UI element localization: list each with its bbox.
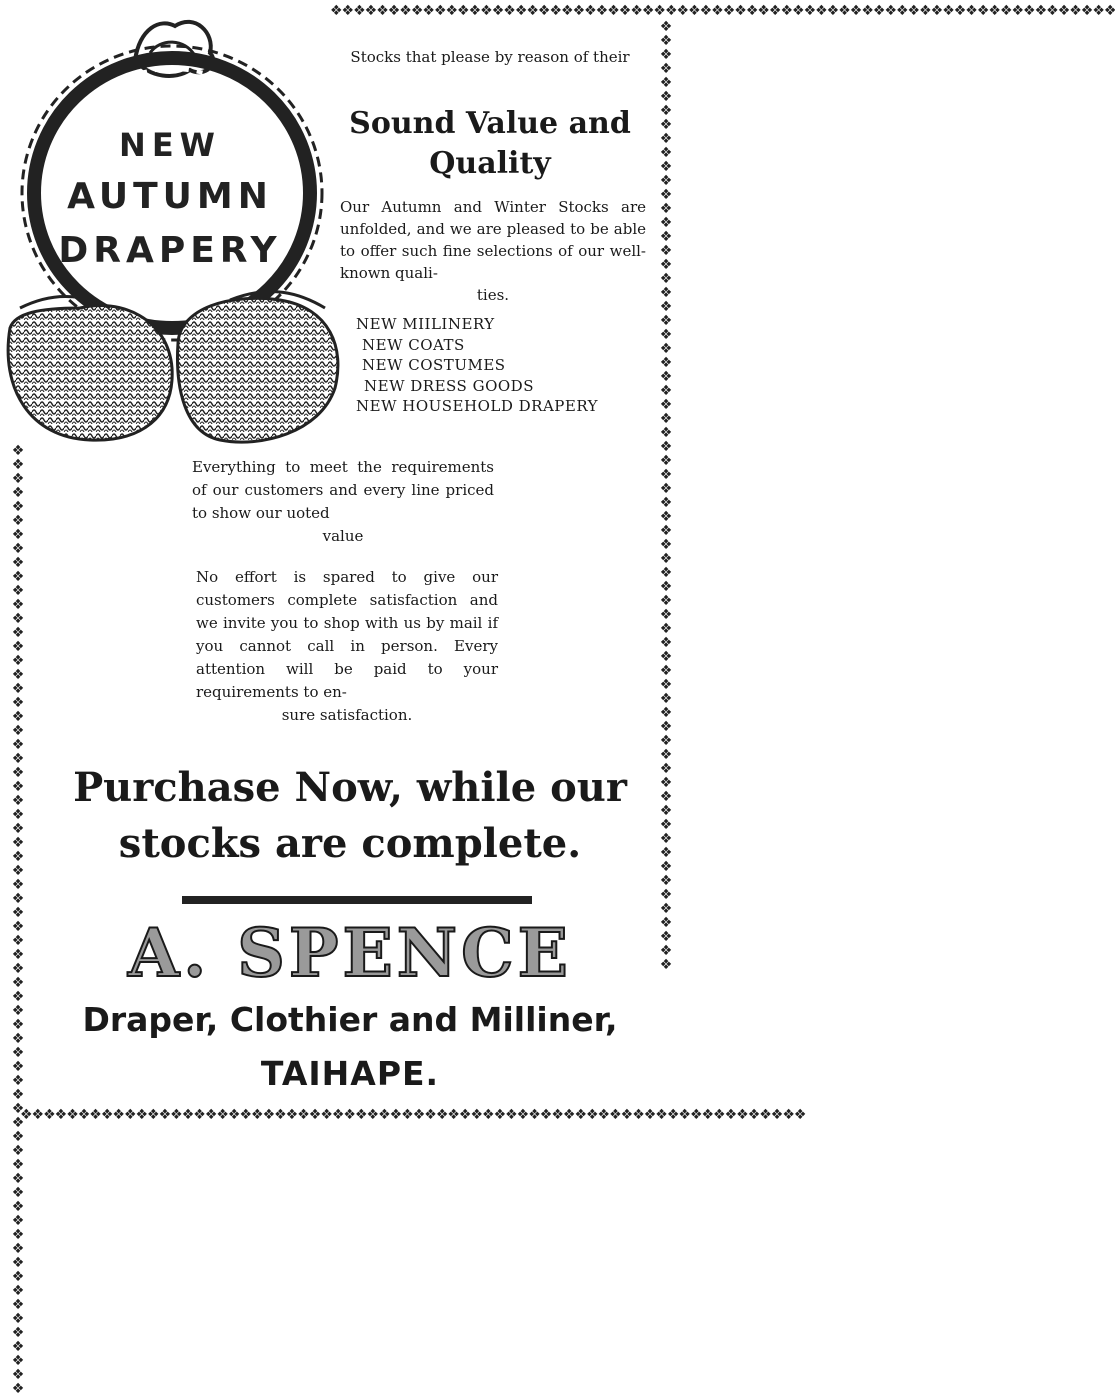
requirements-paragraph-last: value <box>322 527 364 545</box>
purchase-slogan <box>30 760 670 872</box>
headline-line1: Sound Value and <box>349 106 631 141</box>
top-border: ❖❖❖❖❖❖❖❖❖❖❖❖❖❖❖❖❖❖❖❖❖❖❖❖❖❖❖❖❖❖❖❖❖❖❖❖❖❖❖❖❖❖❖❖❖❖❖❖❖❖❖❖❖❖❖❖❖❖❖❖❖❖❖❖❖❖❖❖ <box>330 3 1115 19</box>
list-item: NEW COATS <box>362 335 465 354</box>
requirements-paragraph <box>192 456 494 548</box>
new-items-list <box>356 314 598 417</box>
left-border: ❖❖❖❖❖❖❖❖❖❖❖❖❖❖❖❖❖❖❖❖❖❖❖❖❖❖❖❖❖❖❖❖❖❖❖❖❖❖❖❖❖❖❖❖❖❖❖❖❖❖❖❖❖❖❖❖❖❖❖❖❖❖❖❖❖❖❖❖ <box>11 443 25 1397</box>
satisfaction-paragraph-last: sure satisfaction. <box>281 706 413 724</box>
intro-text: Stocks that please by reason of their <box>350 48 630 66</box>
autumn-drapery-illustration <box>0 8 340 438</box>
stocks-paragraph-last: ties. <box>476 286 510 304</box>
satisfaction-paragraph-body: No effort is spared to give our customers complete satisfaction and we invite you to shop with us by mail if you cannot call in person. Every attention will be paid to your requirements to en- <box>196 568 498 701</box>
list-item: NEW MIILINERY <box>356 315 495 333</box>
bottom-border: ❖❖❖❖❖❖❖❖❖❖❖❖❖❖❖❖❖❖❖❖❖❖❖❖❖❖❖❖❖❖❖❖❖❖❖❖❖❖❖❖❖❖❖❖❖❖❖❖❖❖❖❖❖❖❖❖❖❖❖❖❖❖❖❖❖❖❖❖ <box>20 1107 806 1123</box>
requirements-paragraph-body: Everything to meet the requirements of our customers and every line priced to show our uoted <box>192 458 494 522</box>
illustration-title-line3: DRAPERY <box>58 230 282 271</box>
wreath-icon <box>0 8 340 438</box>
list-item: NEW DRESS GOODS <box>364 376 534 395</box>
trade-description: Draper, Clothier and Milliner, <box>82 1000 618 1039</box>
business-name: A. SPENCE <box>128 914 572 992</box>
list-item: NEW HOUSEHOLD DRAPERY <box>356 397 599 415</box>
stocks-paragraph <box>340 196 646 306</box>
satisfaction-paragraph <box>196 566 498 727</box>
illustration-title-line1: NEW <box>119 126 221 164</box>
headline <box>334 104 646 184</box>
right-border: ❖❖❖❖❖❖❖❖❖❖❖❖❖❖❖❖❖❖❖❖❖❖❖❖❖❖❖❖❖❖❖❖❖❖❖❖❖❖❖❖❖❖❖❖❖❖❖❖❖❖❖❖❖❖❖❖❖❖❖❖❖❖❖❖❖❖❖❖ <box>659 19 673 973</box>
purchase-line1: Purchase Now, while our <box>73 764 627 811</box>
stocks-paragraph-body: Our Autumn and Winter Stocks are unfolded, and we are pleased to be able to offer such fine selections of our well-known quali- <box>340 198 646 282</box>
list-item: NEW COSTUMES <box>362 356 506 374</box>
headline-line2: Quality <box>429 146 551 181</box>
divider <box>182 896 532 904</box>
illustration-title-line2: AUTUMN <box>67 176 273 217</box>
purchase-line2: stocks are complete. <box>118 820 582 867</box>
town-name: TAIHAPE. <box>260 1054 440 1093</box>
